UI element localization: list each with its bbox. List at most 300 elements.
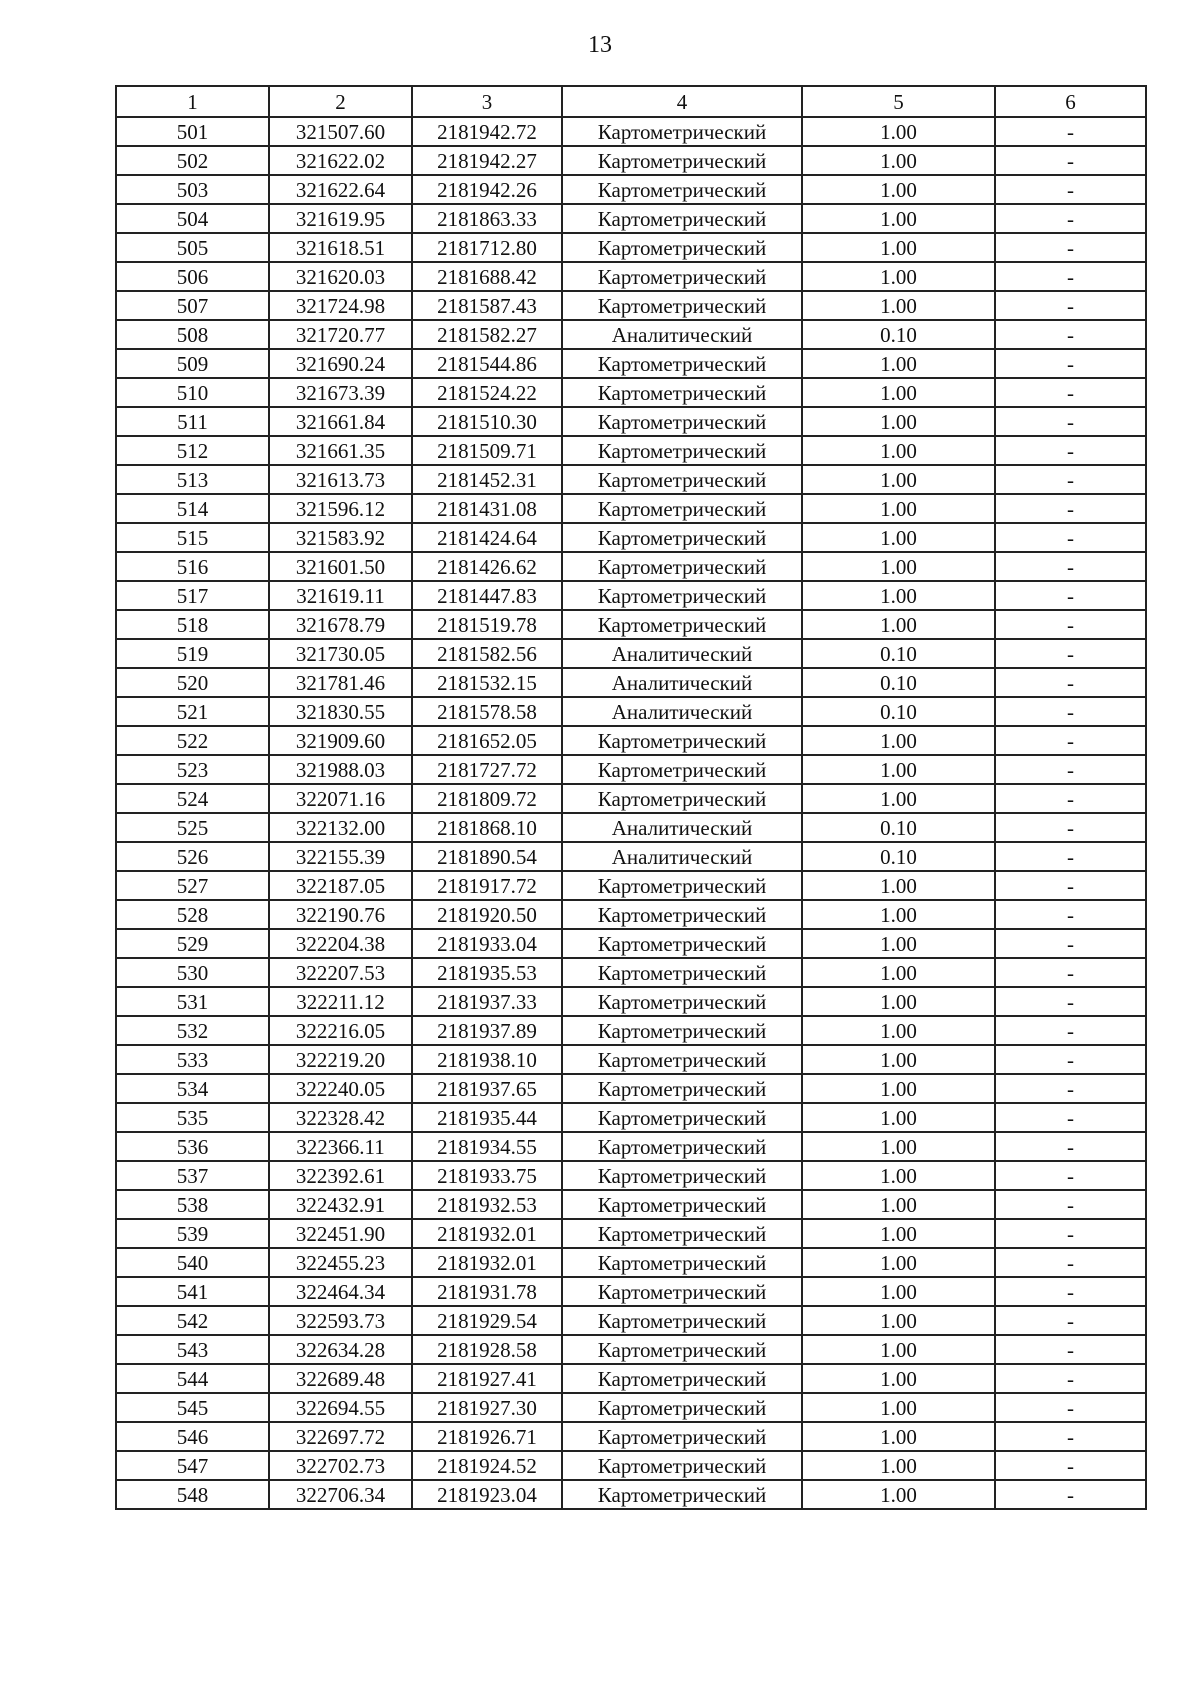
point-number-cell: 531 (116, 987, 269, 1016)
table-row (116, 726, 1146, 755)
point-number-cell: 543 (116, 1335, 269, 1364)
y-coordinate-cell: 2181937.65 (412, 1074, 562, 1103)
y-coordinate-cell: 2181928.58 (412, 1335, 562, 1364)
x-coordinate-cell: 321830.55 (269, 697, 412, 726)
table-row (116, 1132, 1146, 1161)
method-cell: Картометрический (562, 465, 802, 494)
note-cell: - (995, 1016, 1146, 1045)
note-cell: - (995, 1161, 1146, 1190)
x-coordinate-cell: 321730.05 (269, 639, 412, 668)
x-coordinate-cell: 321720.77 (269, 320, 412, 349)
point-number-cell: 505 (116, 233, 269, 262)
y-coordinate-cell: 2181927.41 (412, 1364, 562, 1393)
y-coordinate-cell: 2181931.78 (412, 1277, 562, 1306)
table-row (116, 407, 1146, 436)
point-number-cell: 518 (116, 610, 269, 639)
y-coordinate-cell: 2181727.72 (412, 755, 562, 784)
method-cell: Аналитический (562, 639, 802, 668)
accuracy-cell: 1.00 (802, 1103, 995, 1132)
accuracy-cell: 0.10 (802, 639, 995, 668)
x-coordinate-cell: 322634.28 (269, 1335, 412, 1364)
note-cell: - (995, 871, 1146, 900)
note-cell: - (995, 1277, 1146, 1306)
table-row (116, 204, 1146, 233)
accuracy-cell: 0.10 (802, 320, 995, 349)
table-row (116, 987, 1146, 1016)
accuracy-cell: 0.10 (802, 697, 995, 726)
point-number-cell: 529 (116, 929, 269, 958)
method-cell: Картометрический (562, 1219, 802, 1248)
accuracy-cell: 1.00 (802, 1161, 995, 1190)
point-number-cell: 513 (116, 465, 269, 494)
x-coordinate-cell: 321622.64 (269, 175, 412, 204)
method-cell: Картометрический (562, 929, 802, 958)
table-row (116, 465, 1146, 494)
x-coordinate-cell: 322451.90 (269, 1219, 412, 1248)
note-cell: - (995, 204, 1146, 233)
table-row (116, 1248, 1146, 1277)
x-coordinate-cell: 322328.42 (269, 1103, 412, 1132)
table-row (116, 958, 1146, 987)
note-cell: - (995, 494, 1146, 523)
table-row (116, 1161, 1146, 1190)
method-cell: Картометрический (562, 1103, 802, 1132)
point-number-cell: 536 (116, 1132, 269, 1161)
point-number-cell: 537 (116, 1161, 269, 1190)
accuracy-cell: 1.00 (802, 1045, 995, 1074)
x-coordinate-cell: 321601.50 (269, 552, 412, 581)
method-cell: Картометрический (562, 523, 802, 552)
point-number-cell: 515 (116, 523, 269, 552)
note-cell: - (995, 813, 1146, 842)
table-row (116, 813, 1146, 842)
y-coordinate-cell: 2181426.62 (412, 552, 562, 581)
x-coordinate-cell: 322689.48 (269, 1364, 412, 1393)
point-number-cell: 540 (116, 1248, 269, 1277)
table-row (116, 1480, 1146, 1509)
table-row (116, 929, 1146, 958)
method-cell: Картометрический (562, 610, 802, 639)
x-coordinate-cell: 322697.72 (269, 1422, 412, 1451)
point-number-cell: 521 (116, 697, 269, 726)
x-coordinate-cell: 321661.84 (269, 407, 412, 436)
table-row (116, 233, 1146, 262)
point-number-cell: 541 (116, 1277, 269, 1306)
method-cell: Картометрический (562, 1451, 802, 1480)
y-coordinate-cell: 2181652.05 (412, 726, 562, 755)
x-coordinate-cell: 322694.55 (269, 1393, 412, 1422)
note-cell: - (995, 1219, 1146, 1248)
x-coordinate-cell: 322219.20 (269, 1045, 412, 1074)
y-coordinate-cell: 2181712.80 (412, 233, 562, 262)
accuracy-cell: 1.00 (802, 1480, 995, 1509)
note-cell: - (995, 1364, 1146, 1393)
point-number-cell: 547 (116, 1451, 269, 1480)
table-row (116, 175, 1146, 204)
y-coordinate-cell: 2181942.27 (412, 146, 562, 175)
point-number-cell: 544 (116, 1364, 269, 1393)
point-number-cell: 524 (116, 784, 269, 813)
y-coordinate-cell: 2181934.55 (412, 1132, 562, 1161)
method-cell: Картометрический (562, 233, 802, 262)
method-cell: Картометрический (562, 1364, 802, 1393)
method-cell: Картометрический (562, 349, 802, 378)
y-coordinate-cell: 2181920.50 (412, 900, 562, 929)
table-row (116, 1306, 1146, 1335)
table-row (116, 1277, 1146, 1306)
point-number-cell: 501 (116, 117, 269, 146)
x-coordinate-cell: 321661.35 (269, 436, 412, 465)
accuracy-cell: 1.00 (802, 1248, 995, 1277)
y-coordinate-cell: 2181447.83 (412, 581, 562, 610)
method-cell: Картометрический (562, 175, 802, 204)
accuracy-cell: 1.00 (802, 436, 995, 465)
x-coordinate-cell: 321507.60 (269, 117, 412, 146)
note-cell: - (995, 320, 1146, 349)
note-cell: - (995, 610, 1146, 639)
table-header-row (116, 86, 1146, 117)
point-number-cell: 516 (116, 552, 269, 581)
point-number-cell: 525 (116, 813, 269, 842)
x-coordinate-cell: 322240.05 (269, 1074, 412, 1103)
method-cell: Картометрический (562, 871, 802, 900)
y-coordinate-cell: 2181923.04 (412, 1480, 562, 1509)
method-cell: Картометрический (562, 900, 802, 929)
method-cell: Картометрический (562, 958, 802, 987)
x-coordinate-cell: 321781.46 (269, 668, 412, 697)
table-row (116, 552, 1146, 581)
column-header: 5 (802, 86, 995, 117)
table-row (116, 117, 1146, 146)
point-number-cell: 520 (116, 668, 269, 697)
y-coordinate-cell: 2181452.31 (412, 465, 562, 494)
note-cell: - (995, 146, 1146, 175)
note-cell: - (995, 552, 1146, 581)
x-coordinate-cell: 321618.51 (269, 233, 412, 262)
accuracy-cell: 1.00 (802, 1074, 995, 1103)
x-coordinate-cell: 321613.73 (269, 465, 412, 494)
y-coordinate-cell: 2181509.71 (412, 436, 562, 465)
table-row (116, 668, 1146, 697)
y-coordinate-cell: 2181578.58 (412, 697, 562, 726)
point-number-cell: 545 (116, 1393, 269, 1422)
note-cell: - (995, 1103, 1146, 1132)
method-cell: Картометрический (562, 1277, 802, 1306)
x-coordinate-cell: 322702.73 (269, 1451, 412, 1480)
point-number-cell: 507 (116, 291, 269, 320)
y-coordinate-cell: 2181932.53 (412, 1190, 562, 1219)
method-cell: Аналитический (562, 320, 802, 349)
accuracy-cell: 1.00 (802, 958, 995, 987)
note-cell: - (995, 581, 1146, 610)
x-coordinate-cell: 322392.61 (269, 1161, 412, 1190)
accuracy-cell: 1.00 (802, 871, 995, 900)
point-number-cell: 509 (116, 349, 269, 378)
y-coordinate-cell: 2181932.01 (412, 1248, 562, 1277)
x-coordinate-cell: 321909.60 (269, 726, 412, 755)
y-coordinate-cell: 2181927.30 (412, 1393, 562, 1422)
y-coordinate-cell: 2181424.64 (412, 523, 562, 552)
accuracy-cell: 1.00 (802, 1335, 995, 1364)
table-row (116, 784, 1146, 813)
table-row (116, 1103, 1146, 1132)
column-header: 4 (562, 86, 802, 117)
x-coordinate-cell: 321690.24 (269, 349, 412, 378)
y-coordinate-cell: 2181890.54 (412, 842, 562, 871)
accuracy-cell: 1.00 (802, 784, 995, 813)
point-number-cell: 528 (116, 900, 269, 929)
method-cell: Аналитический (562, 668, 802, 697)
note-cell: - (995, 1451, 1146, 1480)
table-row (116, 1016, 1146, 1045)
accuracy-cell: 1.00 (802, 726, 995, 755)
note-cell: - (995, 1045, 1146, 1074)
y-coordinate-cell: 2181938.10 (412, 1045, 562, 1074)
accuracy-cell: 1.00 (802, 929, 995, 958)
y-coordinate-cell: 2181524.22 (412, 378, 562, 407)
column-header: 2 (269, 86, 412, 117)
table-row (116, 436, 1146, 465)
table-row (116, 1219, 1146, 1248)
y-coordinate-cell: 2181942.26 (412, 175, 562, 204)
note-cell: - (995, 233, 1146, 262)
method-cell: Картометрический (562, 784, 802, 813)
x-coordinate-cell: 322155.39 (269, 842, 412, 871)
method-cell: Картометрический (562, 1393, 802, 1422)
table-row (116, 1190, 1146, 1219)
method-cell: Картометрический (562, 436, 802, 465)
x-coordinate-cell: 321673.39 (269, 378, 412, 407)
accuracy-cell: 1.00 (802, 175, 995, 204)
x-coordinate-cell: 322455.23 (269, 1248, 412, 1277)
method-cell: Аналитический (562, 813, 802, 842)
accuracy-cell: 1.00 (802, 494, 995, 523)
accuracy-cell: 0.10 (802, 813, 995, 842)
accuracy-cell: 1.00 (802, 204, 995, 233)
accuracy-cell: 1.00 (802, 146, 995, 175)
x-coordinate-cell: 322464.34 (269, 1277, 412, 1306)
x-coordinate-cell: 321620.03 (269, 262, 412, 291)
note-cell: - (995, 1074, 1146, 1103)
point-number-cell: 508 (116, 320, 269, 349)
x-coordinate-cell: 321724.98 (269, 291, 412, 320)
accuracy-cell: 1.00 (802, 291, 995, 320)
method-cell: Картометрический (562, 1335, 802, 1364)
y-coordinate-cell: 2181929.54 (412, 1306, 562, 1335)
x-coordinate-cell: 322190.76 (269, 900, 412, 929)
point-number-cell: 530 (116, 958, 269, 987)
accuracy-cell: 1.00 (802, 987, 995, 1016)
y-coordinate-cell: 2181519.78 (412, 610, 562, 639)
point-number-cell: 548 (116, 1480, 269, 1509)
note-cell: - (995, 639, 1146, 668)
method-cell: Картометрический (562, 1248, 802, 1277)
accuracy-cell: 1.00 (802, 117, 995, 146)
note-cell: - (995, 1480, 1146, 1509)
y-coordinate-cell: 2181932.01 (412, 1219, 562, 1248)
method-cell: Картометрический (562, 1422, 802, 1451)
note-cell: - (995, 1422, 1146, 1451)
accuracy-cell: 1.00 (802, 610, 995, 639)
y-coordinate-cell: 2181532.15 (412, 668, 562, 697)
note-cell: - (995, 407, 1146, 436)
point-number-cell: 514 (116, 494, 269, 523)
point-number-cell: 527 (116, 871, 269, 900)
accuracy-cell: 0.10 (802, 842, 995, 871)
y-coordinate-cell: 2181935.53 (412, 958, 562, 987)
accuracy-cell: 1.00 (802, 262, 995, 291)
table-row (116, 494, 1146, 523)
accuracy-cell: 1.00 (802, 523, 995, 552)
x-coordinate-cell: 322432.91 (269, 1190, 412, 1219)
point-number-cell: 517 (116, 581, 269, 610)
note-cell: - (995, 784, 1146, 813)
point-number-cell: 502 (116, 146, 269, 175)
note-cell: - (995, 987, 1146, 1016)
table-row (116, 900, 1146, 929)
x-coordinate-cell: 322366.11 (269, 1132, 412, 1161)
table-row (116, 378, 1146, 407)
accuracy-cell: 0.10 (802, 668, 995, 697)
accuracy-cell: 1.00 (802, 1219, 995, 1248)
table-row (116, 320, 1146, 349)
y-coordinate-cell: 2181937.89 (412, 1016, 562, 1045)
accuracy-cell: 1.00 (802, 1277, 995, 1306)
y-coordinate-cell: 2181582.56 (412, 639, 562, 668)
table-row (116, 1074, 1146, 1103)
x-coordinate-cell: 322706.34 (269, 1480, 412, 1509)
note-cell: - (995, 117, 1146, 146)
method-cell: Картометрический (562, 1161, 802, 1190)
x-coordinate-cell: 322207.53 (269, 958, 412, 987)
note-cell: - (995, 465, 1146, 494)
table-row (116, 639, 1146, 668)
note-cell: - (995, 1393, 1146, 1422)
point-number-cell: 539 (116, 1219, 269, 1248)
y-coordinate-cell: 2181937.33 (412, 987, 562, 1016)
accuracy-cell: 1.00 (802, 233, 995, 262)
table-row (116, 1045, 1146, 1074)
y-coordinate-cell: 2181917.72 (412, 871, 562, 900)
method-cell: Аналитический (562, 842, 802, 871)
method-cell: Картометрический (562, 204, 802, 233)
table-row (116, 349, 1146, 378)
column-header: 1 (116, 86, 269, 117)
table-row (116, 581, 1146, 610)
method-cell: Картометрический (562, 581, 802, 610)
method-cell: Картометрический (562, 117, 802, 146)
y-coordinate-cell: 2181688.42 (412, 262, 562, 291)
accuracy-cell: 1.00 (802, 1364, 995, 1393)
note-cell: - (995, 668, 1146, 697)
point-number-cell: 510 (116, 378, 269, 407)
page-number: 13 (588, 32, 612, 58)
x-coordinate-cell: 322593.73 (269, 1306, 412, 1335)
note-cell: - (995, 726, 1146, 755)
y-coordinate-cell: 2181431.08 (412, 494, 562, 523)
y-coordinate-cell: 2181863.33 (412, 204, 562, 233)
coordinates-table (115, 85, 1147, 1510)
point-number-cell: 523 (116, 755, 269, 784)
table-row (116, 523, 1146, 552)
point-number-cell: 506 (116, 262, 269, 291)
point-number-cell: 522 (116, 726, 269, 755)
method-cell: Картометрический (562, 378, 802, 407)
point-number-cell: 512 (116, 436, 269, 465)
table-row (116, 146, 1146, 175)
method-cell: Аналитический (562, 697, 802, 726)
accuracy-cell: 1.00 (802, 465, 995, 494)
note-cell: - (995, 349, 1146, 378)
x-coordinate-cell: 321583.92 (269, 523, 412, 552)
method-cell: Картометрический (562, 552, 802, 581)
note-cell: - (995, 436, 1146, 465)
table-row (116, 842, 1146, 871)
y-coordinate-cell: 2181587.43 (412, 291, 562, 320)
table-row (116, 1364, 1146, 1393)
y-coordinate-cell: 2181809.72 (412, 784, 562, 813)
y-coordinate-cell: 2181933.04 (412, 929, 562, 958)
x-coordinate-cell: 322204.38 (269, 929, 412, 958)
x-coordinate-cell: 322211.12 (269, 987, 412, 1016)
x-coordinate-cell: 322132.00 (269, 813, 412, 842)
accuracy-cell: 1.00 (802, 1016, 995, 1045)
method-cell: Картометрический (562, 1480, 802, 1509)
note-cell: - (995, 523, 1146, 552)
accuracy-cell: 1.00 (802, 1451, 995, 1480)
y-coordinate-cell: 2181868.10 (412, 813, 562, 842)
accuracy-cell: 1.00 (802, 1190, 995, 1219)
note-cell: - (995, 175, 1146, 204)
method-cell: Картометрический (562, 1306, 802, 1335)
table-row (116, 1451, 1146, 1480)
point-number-cell: 534 (116, 1074, 269, 1103)
y-coordinate-cell: 2181935.44 (412, 1103, 562, 1132)
accuracy-cell: 1.00 (802, 552, 995, 581)
y-coordinate-cell: 2181510.30 (412, 407, 562, 436)
note-cell: - (995, 291, 1146, 320)
point-number-cell: 511 (116, 407, 269, 436)
table-row (116, 262, 1146, 291)
method-cell: Картометрический (562, 1190, 802, 1219)
note-cell: - (995, 262, 1146, 291)
x-coordinate-cell: 321622.02 (269, 146, 412, 175)
point-number-cell: 546 (116, 1422, 269, 1451)
method-cell: Картометрический (562, 146, 802, 175)
accuracy-cell: 1.00 (802, 1132, 995, 1161)
table-row (116, 1422, 1146, 1451)
note-cell: - (995, 755, 1146, 784)
point-number-cell: 538 (116, 1190, 269, 1219)
x-coordinate-cell: 321596.12 (269, 494, 412, 523)
x-coordinate-cell: 322071.16 (269, 784, 412, 813)
y-coordinate-cell: 2181582.27 (412, 320, 562, 349)
accuracy-cell: 1.00 (802, 755, 995, 784)
point-number-cell: 519 (116, 639, 269, 668)
x-coordinate-cell: 321678.79 (269, 610, 412, 639)
note-cell: - (995, 900, 1146, 929)
column-header: 6 (995, 86, 1146, 117)
note-cell: - (995, 1190, 1146, 1219)
accuracy-cell: 1.00 (802, 1393, 995, 1422)
method-cell: Картометрический (562, 1074, 802, 1103)
x-coordinate-cell: 322187.05 (269, 871, 412, 900)
note-cell: - (995, 378, 1146, 407)
y-coordinate-cell: 2181924.52 (412, 1451, 562, 1480)
accuracy-cell: 1.00 (802, 407, 995, 436)
method-cell: Картометрический (562, 494, 802, 523)
accuracy-cell: 1.00 (802, 581, 995, 610)
